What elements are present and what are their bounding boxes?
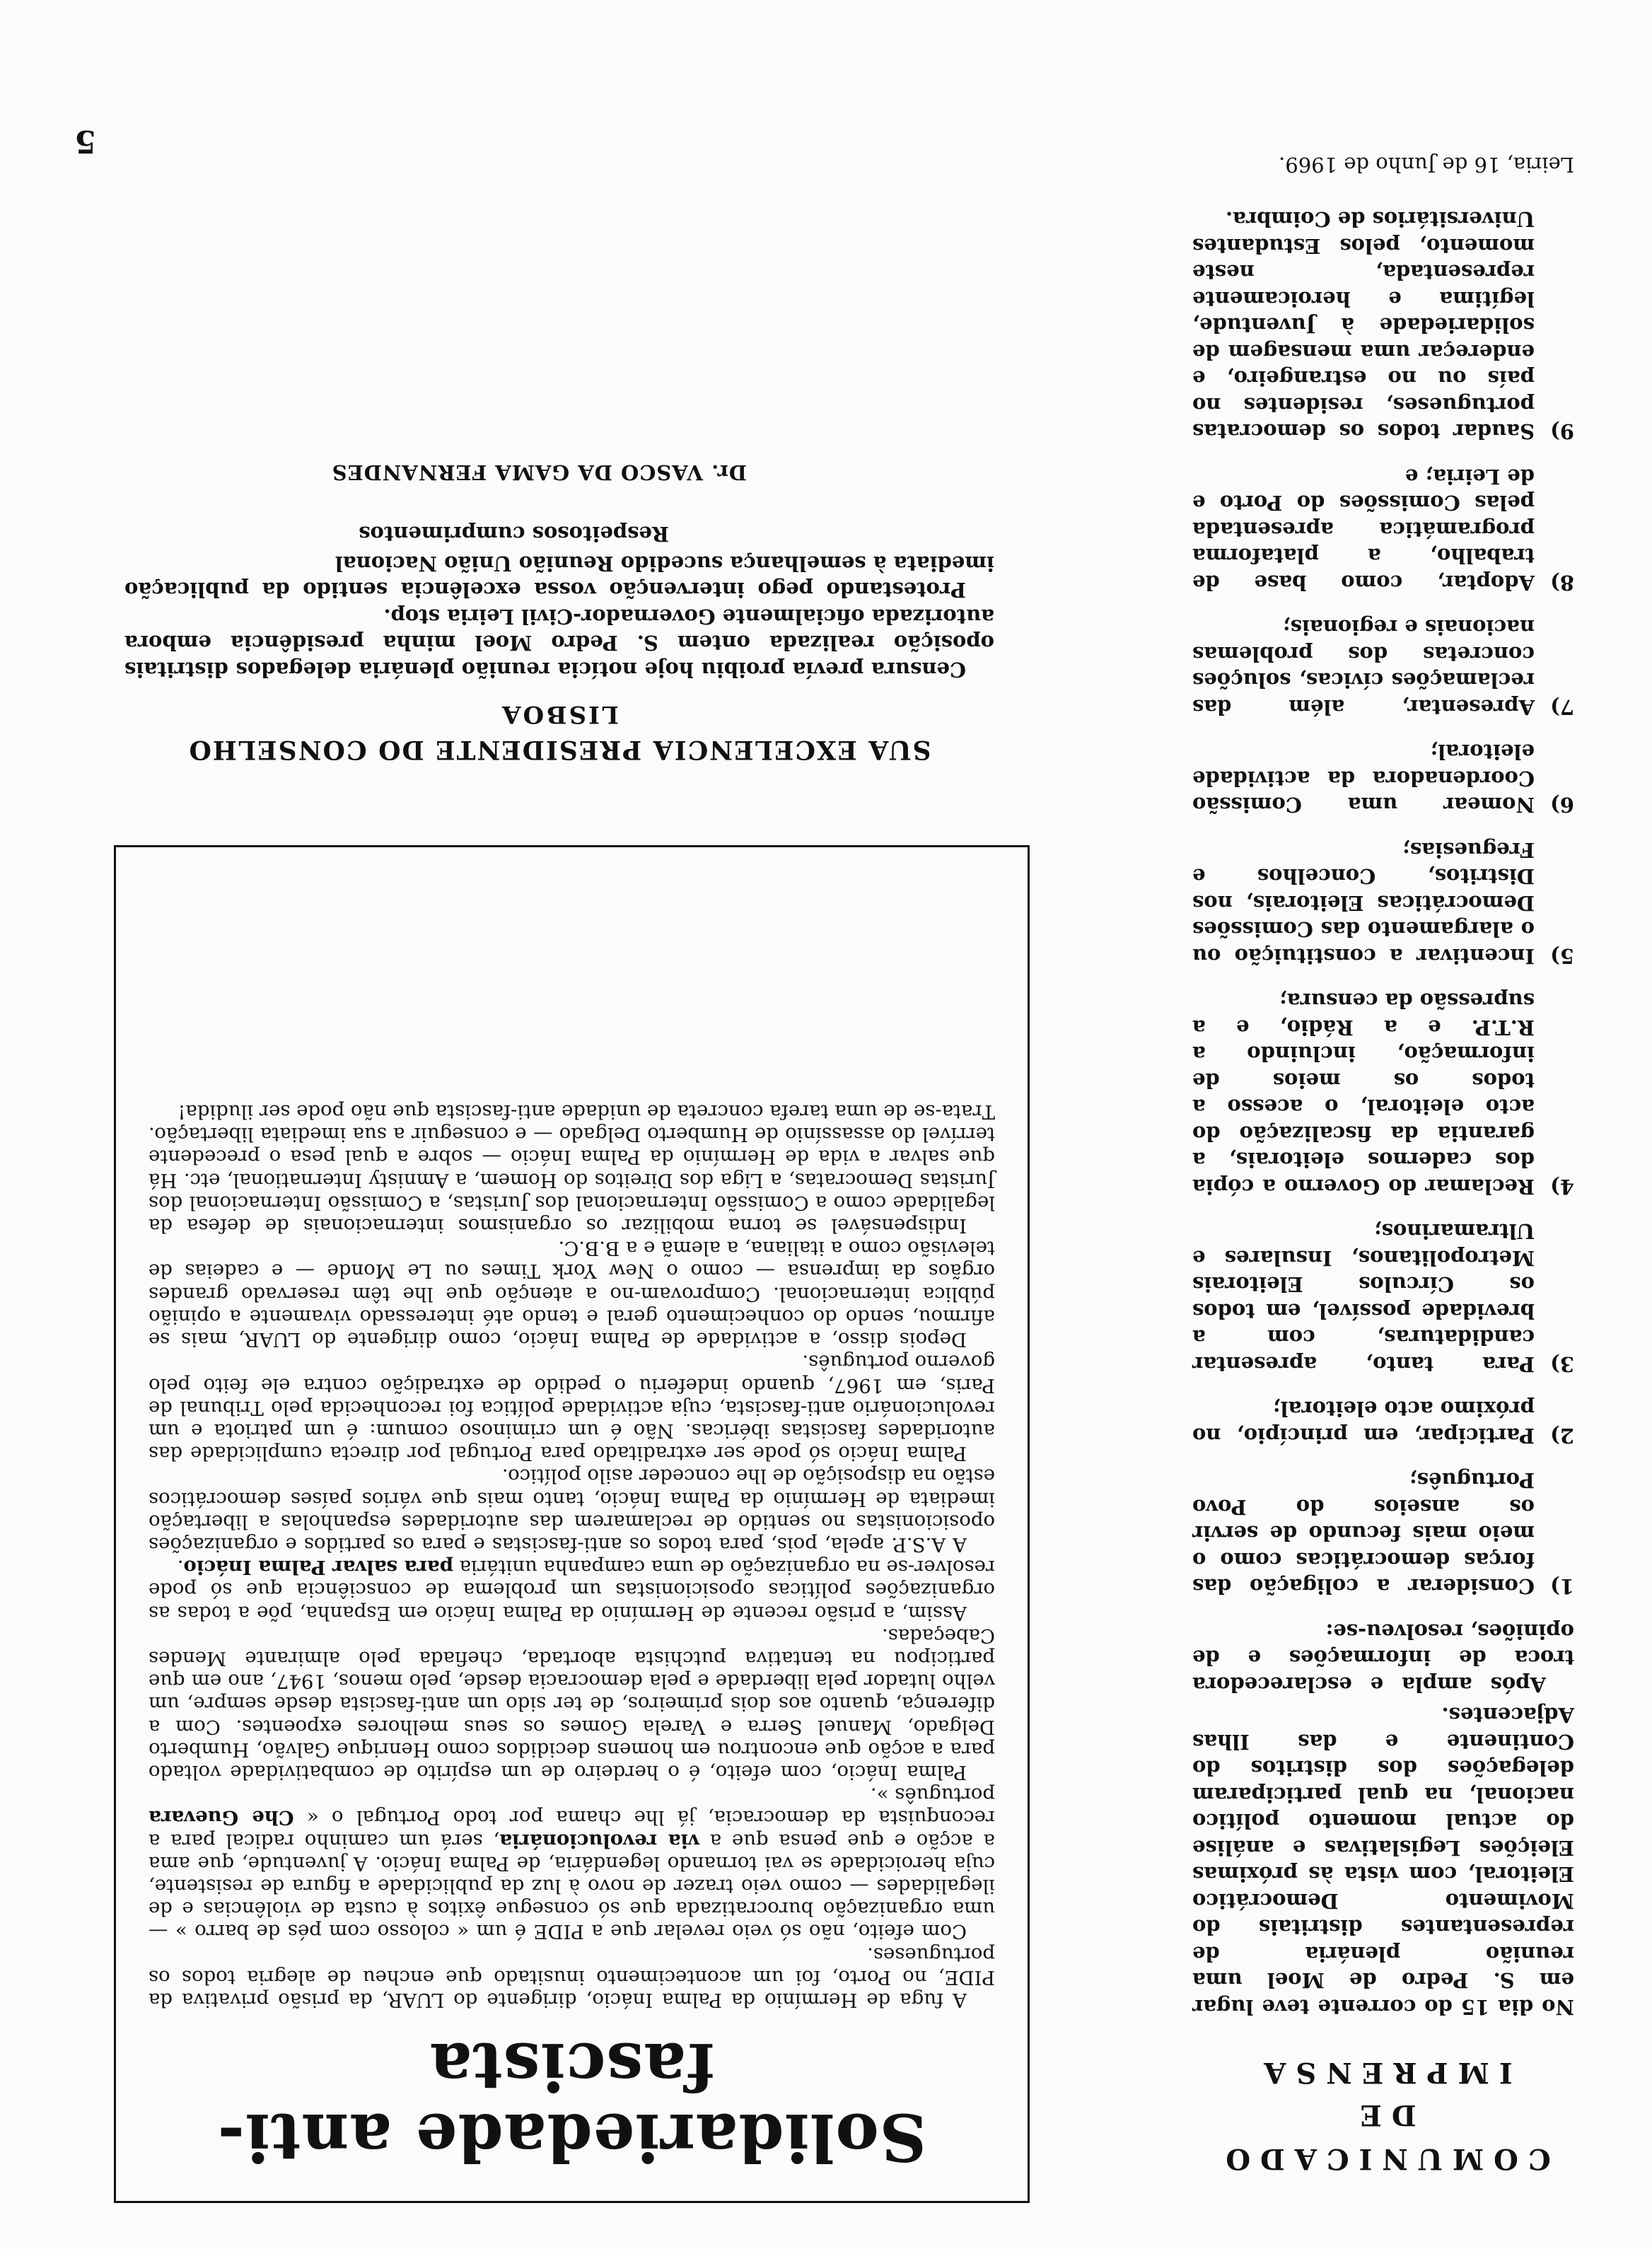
resolution-text: Incentivar a constituição ou o alargamento das Comissões Democráticas Eleitorais, nos Distritos, Concelhos e Freguesias; bbox=[1192, 838, 1535, 968]
telegram-greeting: Respeitosos cumprimentos bbox=[359, 522, 669, 547]
article-paragraph: Palma Inácio só pode ser extraditado para Portugal por directa cumplicidade das autoridades fascistas ibéricas. Não é um criminoso comum: é um patriota e um revolucionário anti-fascista, cuja actividade política foi reconhecida pelo Tribunal de Paris, em 1967, quando indeferiu o pedido de extradição contra ele feito pelo governo português. bbox=[149, 1351, 995, 1465]
resolution-item bbox=[1192, 1395, 1574, 1448]
article-paragraph: Palma Inácio, com efeito, é o herdeiro de um espírito de combatividade voltado para a acção que encontrou em homens decididos como Henrique Galvão, Humberto Delgado, Manuel Serra e Varela Gomes os seus melhores expoentes. Com a diferença, quanto aos dois primeiros, de ter sido um anti-fascista desde sempre, um velho lutador pela liberdade e pela democracia desde, pelo menos, 1947, ano em que participou na tentativa putchista abortada, chefiada pelo almirante Mendes Cabeçadas. bbox=[149, 1624, 995, 1784]
resolution-number: 4) bbox=[1550, 1175, 1574, 1199]
resolution-number: 2) bbox=[1550, 1424, 1574, 1448]
press-release-intro: No dia 15 do corrente teve lugar em S. Pedro de Moel uma reunião plenária de representantes distritais do Movimento Democrático Eleitoral, com vista às próximas Eleições Legislativas e análise do actual momento político nacional, na qual participaram delegações dos distritos do Continente e das Ilhas Adjacentes. bbox=[1192, 1703, 1574, 2019]
article-text-run: Com efeito, não só veio revelar que a PIDE é um « colosso com pés de barro » — uma organização burocratizada que só consegue êxitos à custa de violências e de ilegalidades — como veio trazer de novo à luz da publicidade a figura de resistente, cuja heroicidade se vai tornando legendária, de Palma Inácio. A juventude, que ama a acção e que pensa que a bbox=[149, 1829, 995, 1943]
article-text-run: Assim, a prisão recente de Hermínio da Palma Inácio em Espanha, põe a todas as organizações políticas oposicionistas um problema de consciência que só pode resolver-se na organização de uma campanha unitária bbox=[149, 1556, 995, 1625]
page-number: 5 bbox=[74, 123, 96, 159]
telegram bbox=[124, 460, 994, 767]
resolution-number: 6) bbox=[1550, 793, 1574, 818]
press-release-date: Leiria, 16 de Junho de 1969. bbox=[1279, 153, 1574, 177]
resolution-number: 9) bbox=[1550, 419, 1574, 444]
resolution-text: Considerar a coligação das forças democráticas como o meio mais fecundo de servir os anseios do Povo Português; bbox=[1192, 1468, 1535, 1599]
telegram-addressee: SUA EXCELENCIA PRESIDENTE DO CONSELHO bbox=[187, 735, 931, 765]
article-paragraph bbox=[149, 1556, 995, 1625]
article-text-run: português ». bbox=[870, 1784, 995, 1807]
resolution-item bbox=[1192, 837, 1574, 970]
resolution-item bbox=[1192, 738, 1574, 818]
article-title: Solidariedade anti-fascista bbox=[216, 2028, 927, 2175]
resolution-text: Adoptar, como base de trabalho, a plataforma programática apresentada pelas Comissões do Porto e de Leiria; e bbox=[1192, 465, 1535, 595]
press-release-title-line1: COMUNICADO bbox=[1216, 2142, 1551, 2175]
press-release-title-line2: DE bbox=[1350, 2098, 1417, 2132]
telegram-signature: Dr. VASCO DA GAMA FERNANDES bbox=[331, 460, 747, 485]
resolution-text: Apresentar, além das reclamações cívicas, soluções concretas dos problemas nacionais e regionais; bbox=[1192, 615, 1535, 719]
resolution-item bbox=[1192, 206, 1574, 445]
resolution-number: 1) bbox=[1550, 1574, 1574, 1599]
resolution-number: 8) bbox=[1550, 571, 1574, 595]
resolution-number: 3) bbox=[1550, 1352, 1574, 1376]
resolution-text: Participar, em princípio, no próximo acto eleitoral; bbox=[1192, 1397, 1535, 1448]
resolution-item bbox=[1192, 1467, 1574, 1600]
telegram-paragraph: Censura prevía proibiu hoje notícia reunião plenária delegados distritais oposição realizada ontem S. Pedro Moel minha presidência embora autorizada oficialmente Governador-Civil Leiria stop. bbox=[124, 604, 994, 682]
resolution-item bbox=[1192, 463, 1574, 596]
article-bold-run: para salvar Palma Inácio bbox=[183, 1556, 453, 1579]
resolution-text: Para tanto, apresentar candidaturas, com a brevidade possível, em todos os Círculos Eleitorais Metropolitanos, Insulares e Ultramarinos; bbox=[1192, 1219, 1535, 1376]
resolution-text: Saudar todos os democratas portugueses, residentes no país ou no estrangeiro, e endereçar uma mensagem de solidariedade à Juventude, legítima e heroicamente representada, neste momento, pelos Estudantes Universitários de Coimbra. bbox=[1192, 207, 1535, 444]
article-paragraph: A A.S.P. apela, pois, para todos os anti-fascistas e para os partidos e organizações oposicionistas no sentido de reclamarem das autoridades espanholas a libertação imediata de Hermínio da Palma Inácio, tanto mais que vários países democráticos estão na disposição de lhe conceder asilo político. bbox=[149, 1465, 995, 1556]
resolution-item bbox=[1192, 1218, 1574, 1377]
resolution-item bbox=[1192, 614, 1574, 720]
article-paragraph bbox=[149, 1784, 995, 1943]
telegram-paragraph: Protestando pego intervenção vossa excelência sentido da publicação imediata à semelhança sucedido Reunião União Nacional bbox=[124, 551, 994, 603]
resolution-item bbox=[1192, 987, 1574, 1199]
telegram-city: LISBOA bbox=[500, 700, 619, 728]
press-release-title-line3: IMPRENSA bbox=[1254, 2056, 1513, 2089]
article-bold-run: Che Guevara bbox=[149, 1806, 294, 1830]
resolution-number: 7) bbox=[1550, 695, 1574, 719]
article-text-run: . bbox=[177, 1556, 184, 1579]
resolution-text: Reclamar do Governo a cópia dos cadernos eleitorais, a garantia da fiscalização do acto eleitoral, o acesso a todos os meios de informação, incluindo a R.T.P. e a Rádio, e a supressão da censura; bbox=[1192, 989, 1535, 1199]
article-paragraph: Depois disso, a actividade de Palma Inácio, como dirigente do LUAR, mais se afirmou, sendo do conhecimento geral e tendo até interessado vivamente a opinião pública internacional. Comprovam-no a atenção que lhe têm reservado grandes orgãos da imprensa — como o New York Times ou Le Monde — e cadeias de televisão como a italiana, a alemã e a B.B.C. bbox=[149, 1237, 995, 1352]
article-text-run: , será um caminho radical para a reconquista da democracia, já lhe chama por todo Portugal o « bbox=[148, 1806, 995, 1852]
resolution-text: Nomear uma Comissão Coordenadora da actividade eleitoral; bbox=[1192, 740, 1535, 818]
article-box bbox=[114, 845, 1030, 2203]
article-paragraph: A fuga de Hermínio da Palma Inácio, dirigente do LUAR, da prisão privativa da PIDE, no Porto, foi um acontecimento inusitado que encheu de alegria todos os portugueses. bbox=[149, 1943, 995, 2011]
resolution-number: 5) bbox=[1550, 944, 1574, 968]
press-release-intro-resolution: Após ampla e esclarecedora troca de informações e de opiniões, resolveu-se: bbox=[1192, 1620, 1574, 1697]
article-paragraph: Indispensável se torna mobilizar os organismos internacionais de defesa da legalidade como a Comissão Internacional dos Juristas, a Comissão Internacional dos Juristas Democratas, a Liga dos Direitos do Homem, a Amnisty International, etc. Há que salvar a vida de Hermínio da Palma Inácio — sobre a qual pesa o precedente terrível do assassínio de Humberto Delgado — e conseguir a sua imediata libertação. Trata-se de uma tarefa concreta de unidade anti-fascista que não pode ser iludida! bbox=[149, 1100, 995, 1238]
press-release-column bbox=[1192, 141, 1574, 2178]
article-bold-run: via revolucionária bbox=[499, 1829, 699, 1852]
